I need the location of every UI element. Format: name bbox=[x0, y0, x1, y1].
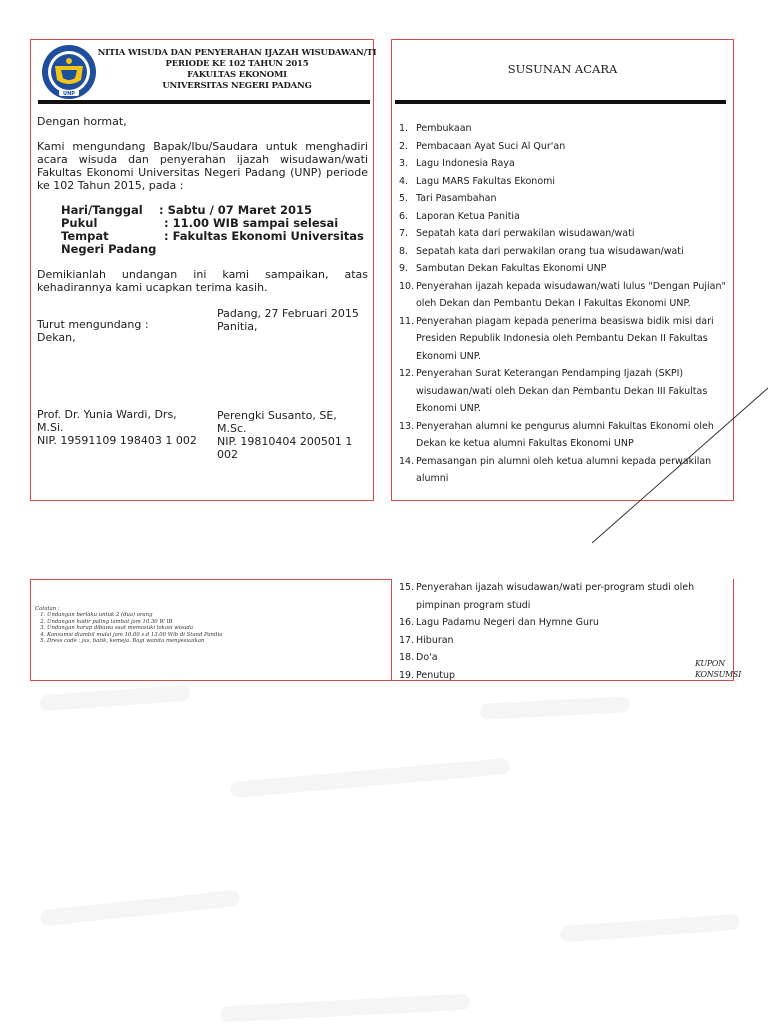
signer-left-name: Prof. Dr. Yunia Wardi, Drs, bbox=[37, 408, 177, 421]
signer-right-degree: M.Sc. bbox=[217, 422, 247, 435]
time-value: : 11.00 WIB sampai selesai bbox=[164, 216, 339, 230]
list-item: 5. Tari Pasambahan bbox=[399, 193, 497, 204]
program-continued-card bbox=[391, 579, 734, 681]
dean-title: Dekan, bbox=[37, 331, 76, 344]
note-item: 1. Undangan berlaku untuk 2 (dua) orang bbox=[47, 612, 223, 618]
program-list-continued bbox=[399, 579, 729, 684]
header-line-2: PERIODE KE 102 TAHUN 2015 bbox=[165, 59, 309, 69]
note-item: 4. Konsumsi diambil mulai jam 10.00 s.d 13.00 Wib di Stand Panitia bbox=[47, 632, 223, 638]
list-item: 13. Penyerahan alumni ke pengurus alumni Fakultas Ekonomi oleh Dekan ke ketua alumni Fakultas Ekonomi UNP bbox=[399, 420, 714, 449]
list-item: 3. Lagu Indonesia Raya bbox=[399, 158, 515, 169]
note-item: 2. Undangan hadir paling lambat jam 10.30 W IB bbox=[47, 619, 223, 625]
notes-box bbox=[35, 606, 223, 644]
list-item: 16. Lagu Padamu Negeri dan Hymne Guru bbox=[399, 617, 599, 628]
note-item: 3. Undangan harap dibawa saat memasuki lokasi wisuda bbox=[47, 625, 223, 631]
day-label: Hari/Tanggal bbox=[61, 203, 143, 217]
notes-heading: Catatan : bbox=[35, 606, 60, 612]
header-line-4: UNIVERSITAS NEGERI PADANG bbox=[162, 81, 312, 91]
list-item: 18. Do'a bbox=[399, 652, 438, 663]
list-item: 10. Penyerahan ijazah kepada wisudawan/wati lulus "Dengan Pujian" oleh Dekan dan Pembantu Dekan I Fakultas Ekonomi UNP. bbox=[399, 280, 726, 309]
time-label: Pukul bbox=[61, 216, 98, 230]
list-item: 19. Penutup bbox=[399, 669, 456, 681]
closing-paragraph: Demikianlah undangan ini kami sampaikan, atas kehadirannya kami ucapkan terima kasih. bbox=[37, 268, 368, 294]
signer-right-name: Perengki Susanto, SE, bbox=[217, 409, 337, 422]
notes-card bbox=[30, 579, 392, 681]
program-title: SUSUNAN ACARA bbox=[507, 62, 618, 76]
committee-label: Panitia, bbox=[217, 320, 258, 333]
list-item: 14. Pemasangan pin alumni oleh ketua alumni kepada perwakilan alumni bbox=[399, 455, 712, 484]
signer-right-nip-cont: 002 bbox=[217, 448, 238, 461]
list-item: 17. Hiburan bbox=[399, 634, 454, 646]
list-item: 12. Penyerahan Surat Keterangan Pendamping Ijazah (SKPI) wisudawan/wati oleh Dekan dan Pembantu Dekan III Fakultas Ekonomi UNP. bbox=[399, 368, 708, 414]
place-value: : Fakultas Ekonomi Universitas bbox=[164, 229, 364, 243]
list-item: 4. Lagu MARS Fakultas Ekonomi bbox=[399, 175, 556, 187]
signer-left-degree: M.Si. bbox=[37, 421, 64, 434]
header-line-1: NITIA WISUDA DAN PENYERAHAN IJAZAH WISUDAWAN/TI bbox=[97, 48, 377, 58]
coupon-label bbox=[695, 658, 741, 680]
signer-right-nip: NIP. 19810404 200501 1 bbox=[217, 435, 353, 448]
list-item: 1. Pembukaan bbox=[399, 123, 472, 134]
day-value: : Sabtu / 07 Maret 2015 bbox=[159, 203, 312, 217]
greeting: Dengan hormat, bbox=[37, 115, 127, 128]
list-item: 8. Sepatah kata dari perwakilan orang tua wisudawan/wati bbox=[399, 245, 684, 257]
logo-acronym: UNP bbox=[63, 91, 75, 97]
coupon-line-1: KUPON bbox=[695, 659, 725, 668]
list-item: 2. Pembacaan Ayat Suci Al Qur'an bbox=[399, 140, 566, 152]
place-date: Padang, 27 Februari 2015 bbox=[217, 307, 359, 320]
place-label: Tempat bbox=[61, 229, 109, 243]
list-item: 9. Sambutan Dekan Fakultas Ekonomi UNP bbox=[399, 263, 607, 274]
list-item: 7. Sepatah kata dari perwakilan wisudawan/wati bbox=[399, 228, 635, 239]
list-item: 11. Penyerahan piagam kepada penerima beasiswa bidik misi dari Presiden Republik Indonesia oleh Pembantu Dekan II Fakultas Ekonomi UNP. bbox=[399, 315, 714, 362]
co-inviter-label: Turut mengundang : bbox=[37, 318, 149, 331]
header-line-3: FAKULTAS EKONOMI bbox=[187, 70, 287, 80]
note-item: 5. Dress code : jas, batik, kemeja. Bagi wanita menyesuaikan bbox=[47, 638, 223, 644]
list-item: 15. Penyerahan ijazah wisudawan/wati per-program studi oleh pimpinan program studi bbox=[399, 582, 695, 611]
list-item: 6. Laporan Ketua Panitia bbox=[399, 210, 520, 222]
place-value-2: Negeri Padang bbox=[61, 242, 157, 256]
coupon-line-2: KONSUMSI bbox=[695, 670, 741, 679]
intro-paragraph: Kami mengundang Bapak/Ibu/Saudara untuk menghadiri acara wisuda dan penyerahan ijazah wisudawan/wati Fakultas Ekonomi Universitas Negeri Padang (UNP) periode ke 102 Tahun 2015, pada : bbox=[37, 140, 368, 192]
signer-left-nip: NIP. 19591109 198403 1 002 bbox=[37, 434, 197, 447]
